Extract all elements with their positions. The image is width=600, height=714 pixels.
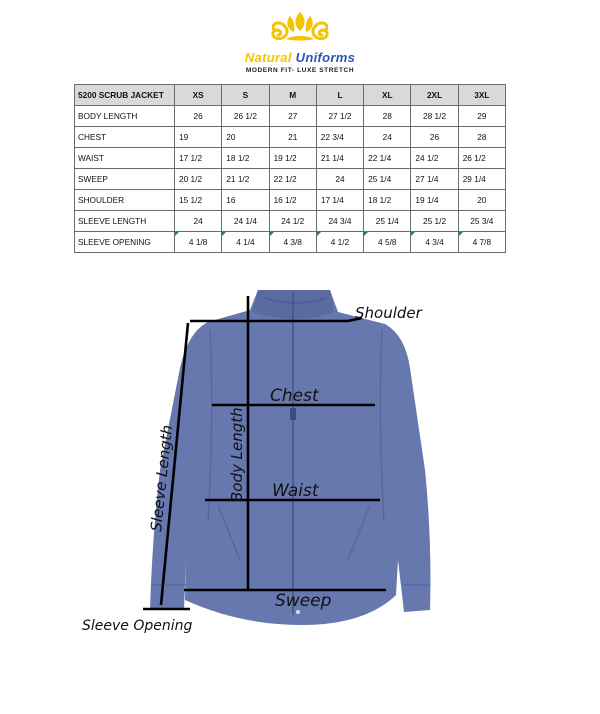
table-cell: 25 1/4 xyxy=(364,211,411,232)
header-size-3xl: 3XL xyxy=(458,85,505,106)
table-cell: 4 1/8 xyxy=(175,232,222,253)
row-label: SWEEP xyxy=(75,169,175,190)
jacket-measurement-diagram xyxy=(0,258,600,698)
table-cell: 29 1/4 xyxy=(458,169,505,190)
brand-logo xyxy=(0,8,600,75)
table-cell: 28 1/2 xyxy=(411,106,458,127)
table-row-chest xyxy=(75,127,506,148)
table-cell: 22 1/4 xyxy=(364,148,411,169)
table-row-waist xyxy=(75,148,506,169)
table-cell: 25 1/4 xyxy=(364,169,411,190)
table-cell: 19 1/4 xyxy=(411,190,458,211)
header-size-xs: XS xyxy=(175,85,222,106)
table-cell: 4 5/8 xyxy=(364,232,411,253)
table-cell: 29 xyxy=(458,106,505,127)
table-cell: 27 xyxy=(269,106,316,127)
brand-name-part2: Uniforms xyxy=(295,50,356,65)
table-cell: 18 1/2 xyxy=(222,148,269,169)
table-cell: 25 3/4 xyxy=(458,211,505,232)
sweep-label: Sweep xyxy=(275,591,332,611)
header-size-s: S xyxy=(222,85,269,106)
table-cell: 24 3/4 xyxy=(316,211,363,232)
brand-name-part1: Natural xyxy=(244,50,292,65)
table-cell: 16 xyxy=(222,190,269,211)
jacket-body xyxy=(150,290,430,625)
table-row-sleeve-length xyxy=(75,211,506,232)
row-label: SLEEVE LENGTH xyxy=(75,211,175,232)
row-label: WAIST xyxy=(75,148,175,169)
table-cell: 17 1/4 xyxy=(316,190,363,211)
brand-name xyxy=(0,50,600,66)
table-cell: 27 1/2 xyxy=(316,106,363,127)
header-size-2xl: 2XL xyxy=(411,85,458,106)
size-chart-header-row xyxy=(75,85,506,106)
header-size-xl: XL xyxy=(364,85,411,106)
row-label: CHEST xyxy=(75,127,175,148)
row-label: SLEEVE OPENING xyxy=(75,232,175,253)
table-row-body-length xyxy=(75,106,506,127)
brand-tagline: MODERN FIT- LUXE STRETCH xyxy=(245,67,355,74)
table-cell: 28 xyxy=(364,106,411,127)
table-cell: 24 xyxy=(316,169,363,190)
chest-label: Chest xyxy=(270,386,319,406)
table-cell: 26 xyxy=(175,106,222,127)
table-cell: 21 1/4 xyxy=(316,148,363,169)
table-cell: 4 3/4 xyxy=(411,232,458,253)
table-cell: 16 1/2 xyxy=(269,190,316,211)
lotus-logo-icon xyxy=(260,8,340,50)
table-cell: 26 xyxy=(411,127,458,148)
table-cell: 4 1/2 xyxy=(316,232,363,253)
row-label: BODY LENGTH xyxy=(75,106,175,127)
table-cell: 21 1/2 xyxy=(222,169,269,190)
table-row-shoulder xyxy=(75,190,506,211)
table-cell: 4 7/8 xyxy=(458,232,505,253)
table-cell: 24 1/4 xyxy=(222,211,269,232)
table-cell: 22 1/2 xyxy=(269,169,316,190)
sleeve-length-label: Sleeve Length xyxy=(147,424,177,533)
table-cell: 24 xyxy=(175,211,222,232)
table-cell: 15 1/2 xyxy=(175,190,222,211)
table-cell: 19 xyxy=(175,127,222,148)
table-cell: 26 1/2 xyxy=(222,106,269,127)
table-cell: 4 3/8 xyxy=(269,232,316,253)
jacket-illustration xyxy=(150,290,430,625)
header-product-name: 5200 SCRUB JACKET xyxy=(75,85,175,106)
table-cell: 20 xyxy=(458,190,505,211)
row-label: SHOULDER xyxy=(75,190,175,211)
table-row-sweep xyxy=(75,169,506,190)
table-cell: 18 1/2 xyxy=(364,190,411,211)
table-cell: 28 xyxy=(458,127,505,148)
table-cell: 4 1/4 xyxy=(222,232,269,253)
table-cell: 19 1/2 xyxy=(269,148,316,169)
table-cell: 27 1/4 xyxy=(411,169,458,190)
table-cell: 24 1/2 xyxy=(269,211,316,232)
sleeve-opening-label: Sleeve Opening xyxy=(82,618,193,634)
zipper-pull xyxy=(290,408,296,420)
table-cell: 17 1/2 xyxy=(175,148,222,169)
table-cell: 25 1/2 xyxy=(411,211,458,232)
table-cell: 22 3/4 xyxy=(316,127,363,148)
table-cell: 20 1/2 xyxy=(175,169,222,190)
table-cell: 24 xyxy=(364,127,411,148)
body-length-label: Body Length xyxy=(228,407,246,502)
table-cell: 24 1/2 xyxy=(411,148,458,169)
shoulder-label: Shoulder xyxy=(355,304,422,322)
table-row-sleeve-opening xyxy=(75,232,506,253)
table-cell: 20 xyxy=(222,127,269,148)
header-size-l: L xyxy=(316,85,363,106)
waist-label: Waist xyxy=(272,481,319,501)
table-cell: 21 xyxy=(269,127,316,148)
size-chart-table xyxy=(74,84,506,253)
table-cell: 26 1/2 xyxy=(458,148,505,169)
header-size-m: M xyxy=(269,85,316,106)
